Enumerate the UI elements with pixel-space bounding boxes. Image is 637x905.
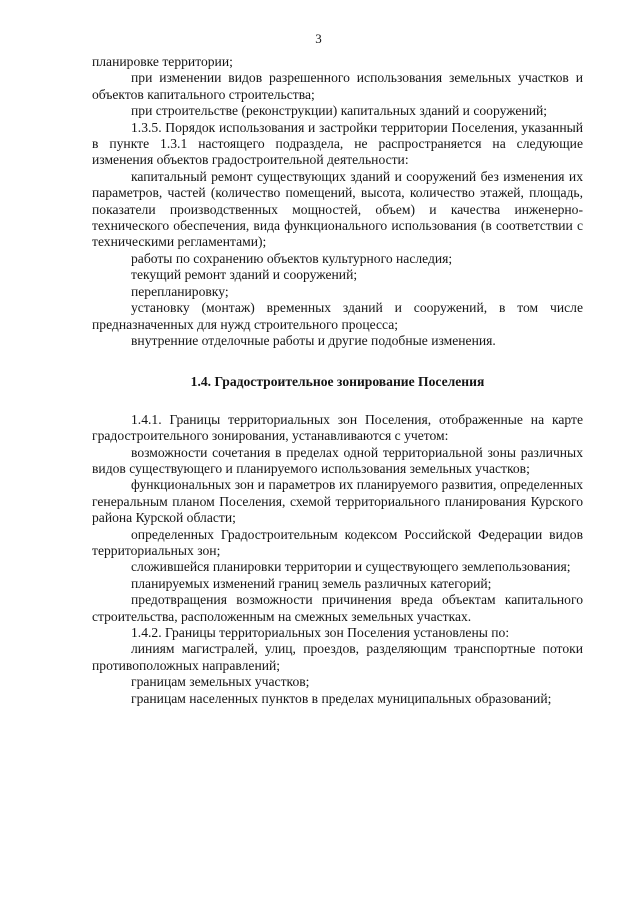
- paragraph: сложившейся планировки территории и существующего землепользования;: [131, 559, 571, 575]
- paragraph: капитальный ремонт существующих зданий и сооружений без изменения их параметров, частей (количество помещений, высота, количество этажей, площадь, показатели производственных мощностей, объем) и качества инженерно-технического обеспечения, вида функционального использования (в соответствии с техническими регламентами);: [92, 168, 583, 250]
- document-body: [92, 54, 583, 707]
- page-number: 3: [315, 31, 322, 46]
- paragraph: планируемых изменений границ земель различных категорий;: [131, 575, 492, 591]
- paragraph: текущий ремонт зданий и сооружений;: [131, 267, 358, 283]
- paragraph: определенных Градостроительным кодексом Российской Федерации видов территориальных зон;: [92, 526, 583, 558]
- paragraph: внутренние отделочные работы и другие подобные изменения.: [131, 332, 496, 348]
- paragraph: возможности сочетания в пределах одной территориальной зоны различных видов существующего и планируемого использования земельных участков;: [92, 444, 583, 476]
- section-1-4-text: [92, 412, 583, 707]
- paragraph: 1.3.5. Порядок использования и застройки территории Поселения, указанный в пункте 1.3.1 настоящего подраздела, не распространяется на следующие изменения объектов градостроительной деятельности:: [92, 119, 583, 168]
- paragraph: работы по сохранению объектов культурного наследия;: [131, 250, 453, 266]
- section-heading: 1.4. Градостроительное зонирование Поселения: [190, 374, 485, 390]
- paragraph: границам населенных пунктов в пределах муниципальных образований;: [131, 690, 552, 706]
- paragraph: предотвращения возможности причинения вреда объектам капитального строительства, расположенным на смежных земельных участках.: [92, 592, 583, 624]
- paragraph: функциональных зон и параметров их планируемого развития, определенных генеральным планом Поселения, схемой территориального планирования Курского района Курской области;: [92, 477, 583, 526]
- paragraph: 1.4.1. Границы территориальных зон Поселения, отображенные на карте градостроительного зонирования, устанавливаются с учетом:: [92, 411, 583, 444]
- paragraph: при строительстве (реконструкции) капитальных зданий и сооружений;: [131, 103, 548, 119]
- paragraph: установку (монтаж) временных зданий и сооружений, в том числе предназначенных для нужд строительного процесса;: [92, 300, 583, 332]
- paragraph: планировке территории;: [92, 54, 233, 69]
- paragraph: 1.4.2. Границы территориальных зон Поселения установлены по:: [131, 625, 510, 640]
- paragraph: при изменении видов разрешенного использования земельных участков и объектов капитального строительства;: [92, 70, 583, 102]
- paragraph: линиям магистралей, улиц, проездов, разделяющим транспортные потоки противоположных направлений;: [92, 641, 583, 673]
- section-1-3-text: [92, 54, 583, 349]
- paragraph: границам земельных участков;: [131, 674, 310, 690]
- paragraph: перепланировку;: [131, 283, 229, 299]
